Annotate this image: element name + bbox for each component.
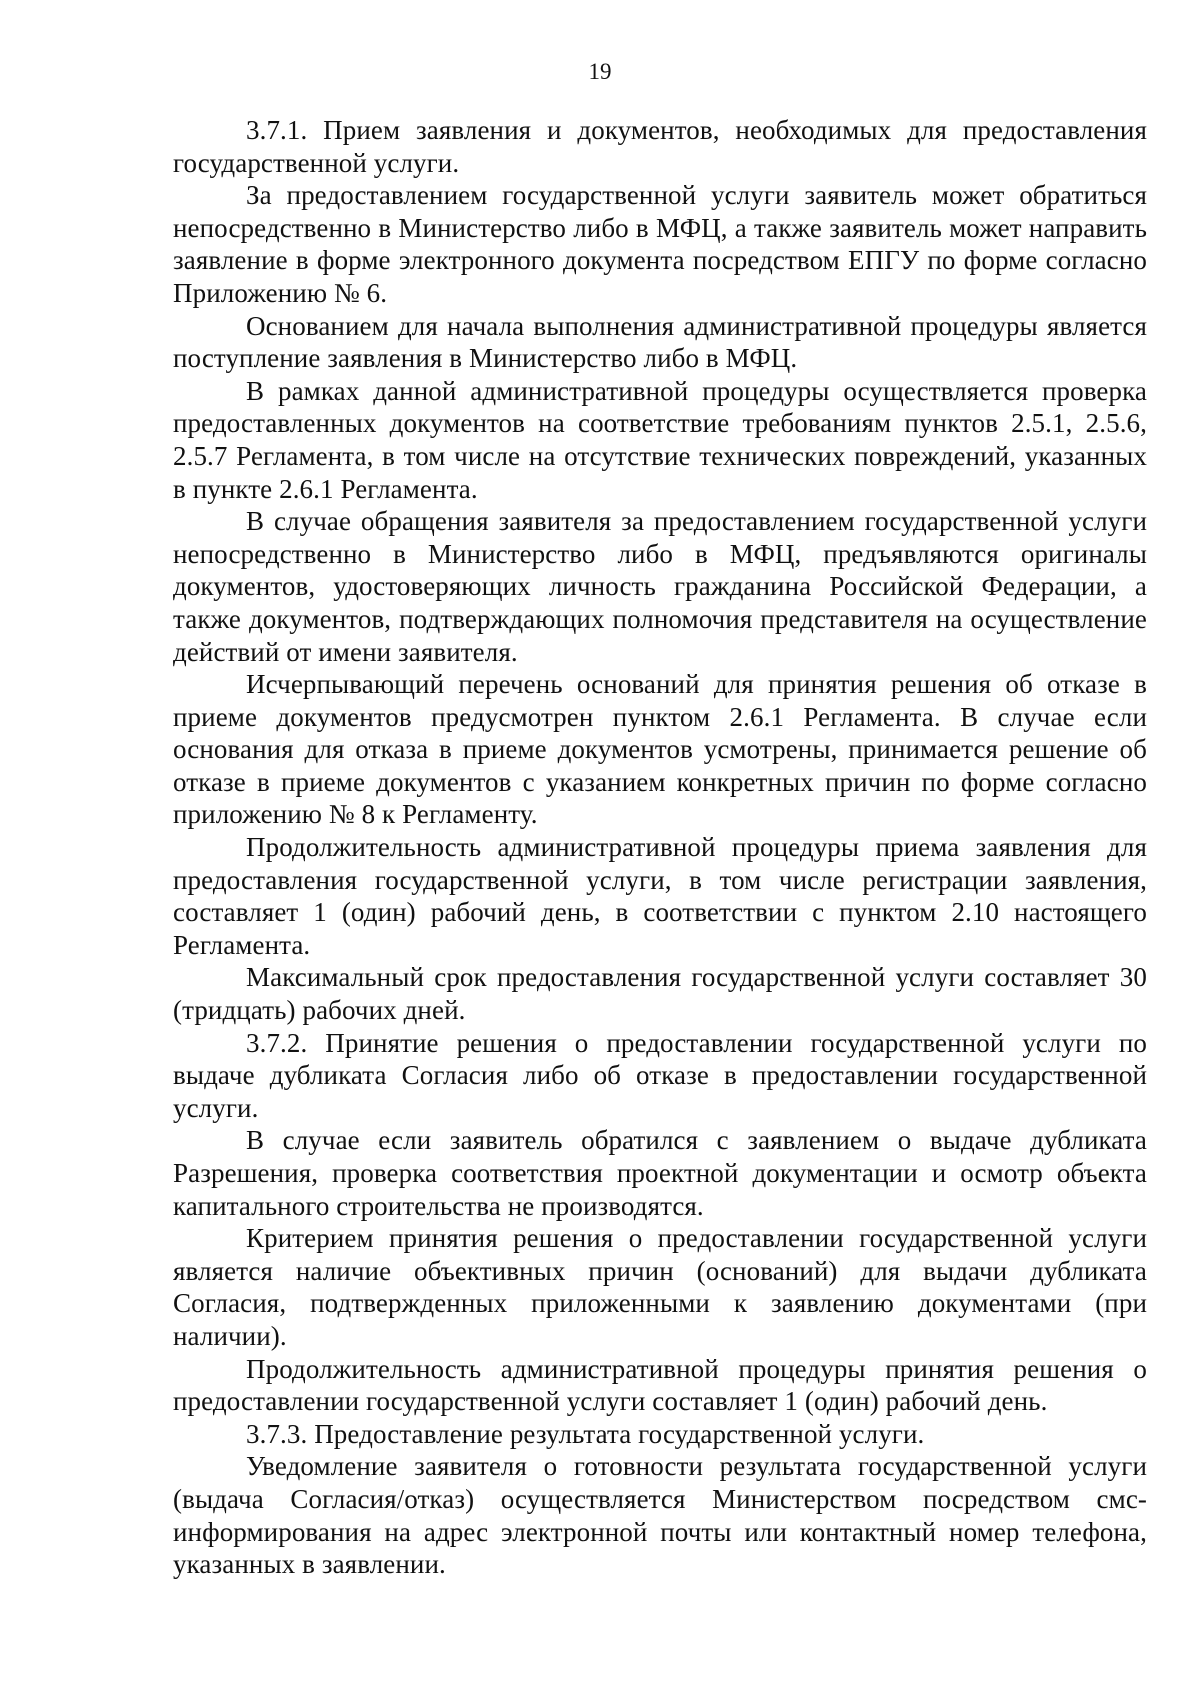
paragraph-decision-criterion: Критерием принятия решения о предоставлении государственной услуги является наличие объективных причин (оснований) для выдачи дубликата Согласия, подтвержденных приложенными к заявлению документами (при наличии). [173,1223,1147,1351]
paragraph-maximum-term: Максимальный срок предоставления государственной услуги составляет 30 (тридцать) рабочих дней. [173,962,1147,1026]
page-number: 19 [588,59,612,84]
paragraph-reception-duration: Продолжительность административной процедуры приема заявления для предоставления государственной услуги, в том числе регистрации заявления, составляет 1 (один) рабочий день, в соответствии с пунктом 2.10 настоящего Регламента. [173,832,1147,960]
paragraph-refusal-grounds: Исчерпывающий перечень оснований для принятия решения об отказе в приеме документов предусмотрен пунктом 2.6.1 Регламента. В случае если основания для отказа в приеме документов усмотрены, принимается решение об отказе в приеме документов с указанием конкретных причин по форме согласно приложению № 8 к Регламенту. [173,669,1147,830]
document-body [173,114,1147,1581]
paragraph-duplicate-request: В случае если заявитель обратился с заявлением о выдаче дубликата Разрешения, проверка соответствия проектной документации и осмотр объекта капитального строительства не производятся. [173,1125,1147,1221]
section-3-7-3-heading: 3.7.3. Предоставление результата государственной услуги. [246,1418,925,1449]
paragraph-identity-documents: В случае обращения заявителя за предоставлением государственной услуги непосредственно в Министерство либо в МФЦ, предъявляются оригиналы документов, удостоверяющих личность гражданина Российской Федерации, а также документов, подтверждающих полномочия представителя на осуществление действий от имени заявителя. [173,506,1147,667]
section-3-7-1-heading: 3.7.1. Прием заявления и документов, необходимых для предоставления государственной услуги. [173,115,1147,178]
paragraph-procedure-basis: Основанием для начала выполнения административной процедуры является поступление заявления в Министерство либо в МФЦ. [173,310,1147,374]
paragraph-application-submission: За предоставлением государственной услуги заявитель может обратиться непосредственно в Министерство либо в МФЦ, а также заявитель может направить заявление в форме электронного документа посредством ЕПГУ по форме согласно Приложению № 6. [173,180,1147,308]
paragraph-document-check: В рамках данной административной процедуры осуществляется проверка предоставленных документов на соответствие требованиям пунктов 2.5.1, 2.5.6, 2.5.7 Регламента, в том числе на отсутствие технических повреждений, указанных в пункте 2.6.1 Регламента. [173,375,1147,504]
paragraph-decision-duration: Продолжительность административной процедуры принятия решения о предоставлении государственной услуги составляет 1 (один) рабочий день. [173,1353,1147,1417]
paragraph-result-notification: Уведомление заявителя о готовности результата государственной услуги (выдача Согласия/отказ) осуществляется Министерством посредством смс-информирования на адрес электронной почты или контактный номер телефона, указанных в заявлении. [173,1451,1147,1580]
section-3-7-2-heading: 3.7.2. Принятие решения о предоставлении государственной услуги по выдаче дубликата Согласия либо об отказе в предоставлении государственной услуги. [173,1027,1147,1123]
